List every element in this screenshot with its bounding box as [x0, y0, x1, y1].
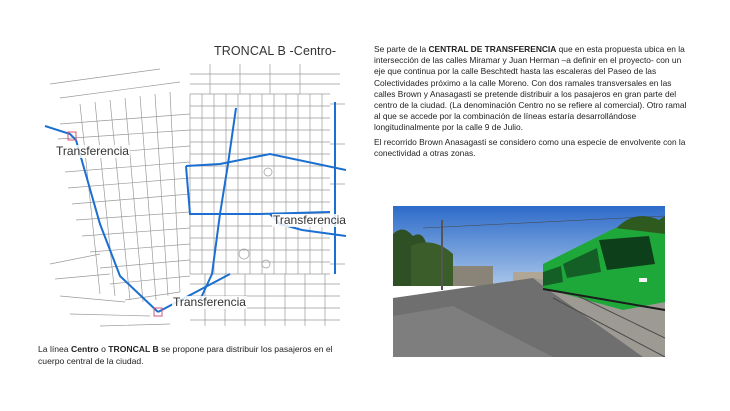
map-caption — [38, 343, 358, 367]
paragraph-text: que en esta propuesta ubica en la intersección de las calles Miramar y Juan Herman –a definir en el proyecto- con un eje que continua por la calle Beschtedt hasta las escaleras del Paseo de las Colectividades próximo a la calle Moreno. Con dos ramales transversales en las calles Brown y Anasagasti se pretende distribuir a los pasajeros en gran parte del centro de la ciudad. (La denominación Centro no se refiere al comercial). Otro ramal al que se accede por la combinación de líneas estaría desarrollándose longitudinalmente por la calle 9 de Julio. — [374, 44, 687, 133]
caption-text: o — [98, 344, 109, 354]
caption-bold-centro: Centro — [70, 344, 99, 354]
description-paragraph-1 — [374, 44, 692, 134]
description-paragraph-2: El recorrido Brown Anasagasti se considero como una especie de envolvente con la conectividad a otras zonas. — [374, 137, 686, 159]
tram-photo-graphic — [393, 206, 665, 357]
transfer-label: Transferencia — [273, 213, 346, 227]
paragraph-text: Se parte de la — [374, 44, 429, 54]
caption-text: se propone para distribuir los pasajeros en el cuerpo central de la ciudad. — [38, 344, 333, 366]
tram-photo — [393, 206, 665, 357]
map-title: TRONCAL B -Centro- — [214, 44, 337, 58]
caption-bold-troncal: TRONCAL B — [108, 344, 159, 354]
paragraph-bold: CENTRAL DE TRANSFERENCIA — [428, 44, 557, 54]
caption-text: La línea — [38, 344, 71, 354]
street-grid — [50, 64, 345, 326]
troncal-b-routes — [45, 102, 346, 312]
transfer-label: Transferencia — [173, 295, 246, 309]
transfer-label: Transferencia — [56, 144, 129, 158]
